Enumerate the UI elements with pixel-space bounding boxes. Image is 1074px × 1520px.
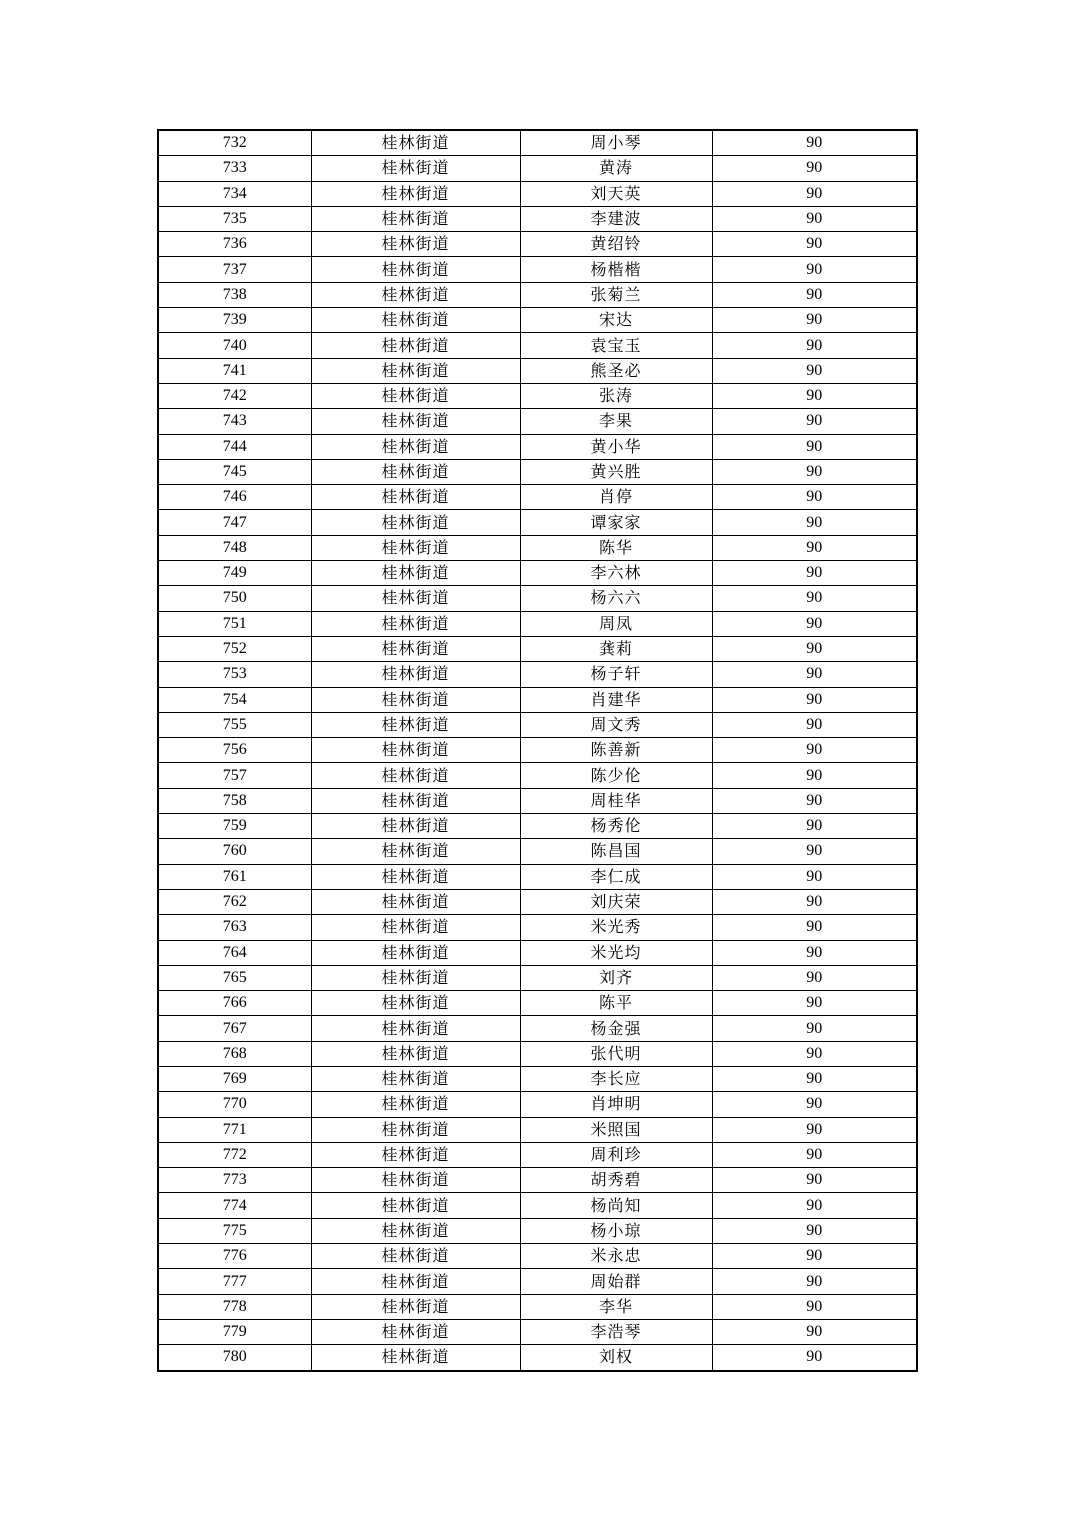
table-row — [158, 1142, 917, 1167]
score-cell: 90 — [712, 409, 917, 434]
street-cell: 桂林街道 — [311, 814, 520, 839]
row-number-cell: 741 — [158, 358, 311, 383]
score-cell: 90 — [712, 763, 917, 788]
table-row — [158, 535, 917, 560]
street-cell: 桂林街道 — [311, 636, 520, 661]
street-cell: 桂林街道 — [311, 1041, 520, 1066]
person-name-cell: 周桂华 — [520, 788, 712, 813]
table-row — [158, 1319, 917, 1344]
row-number-cell: 768 — [158, 1041, 311, 1066]
table-row — [158, 889, 917, 914]
street-cell: 桂林街道 — [311, 130, 520, 156]
row-number-cell: 767 — [158, 1016, 311, 1041]
row-number-cell: 738 — [158, 282, 311, 307]
row-number-cell: 775 — [158, 1218, 311, 1243]
street-cell: 桂林街道 — [311, 839, 520, 864]
score-cell: 90 — [712, 459, 917, 484]
score-cell: 90 — [712, 965, 917, 990]
street-cell: 桂林街道 — [311, 308, 520, 333]
table-row — [158, 333, 917, 358]
street-cell: 桂林街道 — [311, 333, 520, 358]
person-name-cell: 龚莉 — [520, 636, 712, 661]
person-name-cell: 周始群 — [520, 1269, 712, 1294]
table-row — [158, 1193, 917, 1218]
street-cell: 桂林街道 — [311, 1244, 520, 1269]
person-name-cell: 张代明 — [520, 1041, 712, 1066]
table-row — [158, 1345, 917, 1371]
person-name-cell: 刘权 — [520, 1345, 712, 1371]
table-row — [158, 1168, 917, 1193]
street-cell: 桂林街道 — [311, 611, 520, 636]
street-cell: 桂林街道 — [311, 712, 520, 737]
row-number-cell: 751 — [158, 611, 311, 636]
person-name-cell: 刘庆荣 — [520, 889, 712, 914]
table-row — [158, 1041, 917, 1066]
table-row — [158, 915, 917, 940]
table-row — [158, 662, 917, 687]
row-number-cell: 766 — [158, 991, 311, 1016]
score-cell: 90 — [712, 687, 917, 712]
table-row — [158, 687, 917, 712]
street-cell: 桂林街道 — [311, 864, 520, 889]
row-number-cell: 742 — [158, 383, 311, 408]
score-cell: 90 — [712, 358, 917, 383]
person-name-cell: 黄涛 — [520, 156, 712, 181]
person-name-cell: 李浩琴 — [520, 1319, 712, 1344]
table-row — [158, 738, 917, 763]
row-number-cell: 780 — [158, 1345, 311, 1371]
row-number-cell: 746 — [158, 485, 311, 510]
score-cell: 90 — [712, 636, 917, 661]
person-name-cell: 米光秀 — [520, 915, 712, 940]
row-number-cell: 760 — [158, 839, 311, 864]
roster-table — [157, 129, 918, 1372]
street-cell: 桂林街道 — [311, 965, 520, 990]
score-cell: 90 — [712, 991, 917, 1016]
street-cell: 桂林街道 — [311, 181, 520, 206]
street-cell: 桂林街道 — [311, 915, 520, 940]
score-cell: 90 — [712, 156, 917, 181]
person-name-cell: 李长应 — [520, 1066, 712, 1091]
person-name-cell: 李建波 — [520, 206, 712, 231]
street-cell: 桂林街道 — [311, 1319, 520, 1344]
row-number-cell: 744 — [158, 434, 311, 459]
table-row — [158, 586, 917, 611]
roster-body — [158, 130, 917, 1371]
row-number-cell: 773 — [158, 1168, 311, 1193]
row-number-cell: 732 — [158, 130, 311, 156]
street-cell: 桂林街道 — [311, 1092, 520, 1117]
table-row — [158, 636, 917, 661]
row-number-cell: 774 — [158, 1193, 311, 1218]
street-cell: 桂林街道 — [311, 662, 520, 687]
score-cell: 90 — [712, 1319, 917, 1344]
person-name-cell: 张菊兰 — [520, 282, 712, 307]
score-cell: 90 — [712, 864, 917, 889]
score-cell: 90 — [712, 915, 917, 940]
table-row — [158, 788, 917, 813]
person-name-cell: 杨秀伦 — [520, 814, 712, 839]
table-row — [158, 940, 917, 965]
person-name-cell: 肖停 — [520, 485, 712, 510]
score-cell: 90 — [712, 232, 917, 257]
row-number-cell: 770 — [158, 1092, 311, 1117]
person-name-cell: 陈昌国 — [520, 839, 712, 864]
score-cell: 90 — [712, 130, 917, 156]
person-name-cell: 杨尚知 — [520, 1193, 712, 1218]
score-cell: 90 — [712, 1168, 917, 1193]
person-name-cell: 周小琴 — [520, 130, 712, 156]
table-row — [158, 232, 917, 257]
street-cell: 桂林街道 — [311, 434, 520, 459]
row-number-cell: 748 — [158, 535, 311, 560]
street-cell: 桂林街道 — [311, 1294, 520, 1319]
street-cell: 桂林街道 — [311, 358, 520, 383]
row-number-cell: 777 — [158, 1269, 311, 1294]
person-name-cell: 周利珍 — [520, 1142, 712, 1167]
score-cell: 90 — [712, 1066, 917, 1091]
street-cell: 桂林街道 — [311, 1269, 520, 1294]
row-number-cell: 749 — [158, 561, 311, 586]
row-number-cell: 772 — [158, 1142, 311, 1167]
person-name-cell: 杨子轩 — [520, 662, 712, 687]
score-cell: 90 — [712, 1117, 917, 1142]
person-name-cell: 刘齐 — [520, 965, 712, 990]
score-cell: 90 — [712, 1294, 917, 1319]
table-row — [158, 839, 917, 864]
street-cell: 桂林街道 — [311, 889, 520, 914]
street-cell: 桂林街道 — [311, 510, 520, 535]
table-row — [158, 308, 917, 333]
table-row — [158, 282, 917, 307]
table-row — [158, 1066, 917, 1091]
score-cell: 90 — [712, 257, 917, 282]
row-number-cell: 747 — [158, 510, 311, 535]
score-cell: 90 — [712, 1142, 917, 1167]
score-cell: 90 — [712, 333, 917, 358]
street-cell: 桂林街道 — [311, 1218, 520, 1243]
row-number-cell: 757 — [158, 763, 311, 788]
person-name-cell: 黄绍铃 — [520, 232, 712, 257]
row-number-cell: 734 — [158, 181, 311, 206]
row-number-cell: 765 — [158, 965, 311, 990]
row-number-cell: 769 — [158, 1066, 311, 1091]
person-name-cell: 李仁成 — [520, 864, 712, 889]
person-name-cell: 杨金强 — [520, 1016, 712, 1041]
street-cell: 桂林街道 — [311, 991, 520, 1016]
score-cell: 90 — [712, 586, 917, 611]
street-cell: 桂林街道 — [311, 1117, 520, 1142]
row-number-cell: 737 — [158, 257, 311, 282]
score-cell: 90 — [712, 738, 917, 763]
row-number-cell: 761 — [158, 864, 311, 889]
score-cell: 90 — [712, 1092, 917, 1117]
street-cell: 桂林街道 — [311, 687, 520, 712]
table-row — [158, 611, 917, 636]
row-number-cell: 764 — [158, 940, 311, 965]
street-cell: 桂林街道 — [311, 586, 520, 611]
person-name-cell: 陈平 — [520, 991, 712, 1016]
score-cell: 90 — [712, 1218, 917, 1243]
score-cell: 90 — [712, 181, 917, 206]
person-name-cell: 胡秀碧 — [520, 1168, 712, 1193]
street-cell: 桂林街道 — [311, 485, 520, 510]
person-name-cell: 谭家家 — [520, 510, 712, 535]
person-name-cell: 熊圣必 — [520, 358, 712, 383]
score-cell: 90 — [712, 485, 917, 510]
person-name-cell: 李果 — [520, 409, 712, 434]
row-number-cell: 736 — [158, 232, 311, 257]
street-cell: 桂林街道 — [311, 1066, 520, 1091]
table-row — [158, 510, 917, 535]
person-name-cell: 米照国 — [520, 1117, 712, 1142]
table-row — [158, 358, 917, 383]
score-cell: 90 — [712, 434, 917, 459]
person-name-cell: 杨小琼 — [520, 1218, 712, 1243]
score-cell: 90 — [712, 1269, 917, 1294]
score-cell: 90 — [712, 1016, 917, 1041]
street-cell: 桂林街道 — [311, 788, 520, 813]
street-cell: 桂林街道 — [311, 1016, 520, 1041]
score-cell: 90 — [712, 611, 917, 636]
street-cell: 桂林街道 — [311, 1193, 520, 1218]
street-cell: 桂林街道 — [311, 940, 520, 965]
score-cell: 90 — [712, 662, 917, 687]
street-cell: 桂林街道 — [311, 257, 520, 282]
row-number-cell: 779 — [158, 1319, 311, 1344]
score-cell: 90 — [712, 535, 917, 560]
row-number-cell: 763 — [158, 915, 311, 940]
score-cell: 90 — [712, 1193, 917, 1218]
table-row — [158, 1244, 917, 1269]
table-row — [158, 206, 917, 231]
table-row — [158, 1016, 917, 1041]
score-cell: 90 — [712, 712, 917, 737]
row-number-cell: 759 — [158, 814, 311, 839]
person-name-cell: 陈善新 — [520, 738, 712, 763]
table-row — [158, 991, 917, 1016]
table-row — [158, 434, 917, 459]
street-cell: 桂林街道 — [311, 738, 520, 763]
table-row — [158, 965, 917, 990]
table-row — [158, 864, 917, 889]
street-cell: 桂林街道 — [311, 459, 520, 484]
score-cell: 90 — [712, 510, 917, 535]
person-name-cell: 黄小华 — [520, 434, 712, 459]
person-name-cell: 宋达 — [520, 308, 712, 333]
row-number-cell: 735 — [158, 206, 311, 231]
person-name-cell: 李六林 — [520, 561, 712, 586]
row-number-cell: 733 — [158, 156, 311, 181]
person-name-cell: 肖建华 — [520, 687, 712, 712]
row-number-cell: 745 — [158, 459, 311, 484]
street-cell: 桂林街道 — [311, 1142, 520, 1167]
row-number-cell: 753 — [158, 662, 311, 687]
person-name-cell: 黄兴胜 — [520, 459, 712, 484]
row-number-cell: 776 — [158, 1244, 311, 1269]
score-cell: 90 — [712, 1345, 917, 1371]
person-name-cell: 米光均 — [520, 940, 712, 965]
street-cell: 桂林街道 — [311, 561, 520, 586]
street-cell: 桂林街道 — [311, 282, 520, 307]
street-cell: 桂林街道 — [311, 232, 520, 257]
score-cell: 90 — [712, 383, 917, 408]
table-row — [158, 257, 917, 282]
table-row — [158, 1294, 917, 1319]
score-cell: 90 — [712, 814, 917, 839]
person-name-cell: 陈少伦 — [520, 763, 712, 788]
table-row — [158, 383, 917, 408]
score-cell: 90 — [712, 206, 917, 231]
street-cell: 桂林街道 — [311, 206, 520, 231]
row-number-cell: 771 — [158, 1117, 311, 1142]
table-row — [158, 1218, 917, 1243]
table-row — [158, 763, 917, 788]
table-row — [158, 1269, 917, 1294]
row-number-cell: 755 — [158, 712, 311, 737]
score-cell: 90 — [712, 940, 917, 965]
score-cell: 90 — [712, 561, 917, 586]
street-cell: 桂林街道 — [311, 383, 520, 408]
person-name-cell: 刘天英 — [520, 181, 712, 206]
person-name-cell: 杨六六 — [520, 586, 712, 611]
row-number-cell: 778 — [158, 1294, 311, 1319]
row-number-cell: 743 — [158, 409, 311, 434]
row-number-cell: 758 — [158, 788, 311, 813]
row-number-cell: 754 — [158, 687, 311, 712]
person-name-cell: 周凤 — [520, 611, 712, 636]
score-cell: 90 — [712, 839, 917, 864]
table-row — [158, 130, 917, 156]
row-number-cell: 756 — [158, 738, 311, 763]
person-name-cell: 肖坤明 — [520, 1092, 712, 1117]
table-row — [158, 561, 917, 586]
score-cell: 90 — [712, 889, 917, 914]
person-name-cell: 袁宝玉 — [520, 333, 712, 358]
row-number-cell: 740 — [158, 333, 311, 358]
street-cell: 桂林街道 — [311, 1345, 520, 1371]
street-cell: 桂林街道 — [311, 1168, 520, 1193]
table-row — [158, 814, 917, 839]
street-cell: 桂林街道 — [311, 409, 520, 434]
person-name-cell: 陈华 — [520, 535, 712, 560]
row-number-cell: 762 — [158, 889, 311, 914]
table-row — [158, 409, 917, 434]
person-name-cell: 杨楷楷 — [520, 257, 712, 282]
table-row — [158, 1092, 917, 1117]
score-cell: 90 — [712, 1244, 917, 1269]
street-cell: 桂林街道 — [311, 535, 520, 560]
score-cell: 90 — [712, 308, 917, 333]
row-number-cell: 739 — [158, 308, 311, 333]
row-number-cell: 750 — [158, 586, 311, 611]
score-cell: 90 — [712, 788, 917, 813]
table-row — [158, 459, 917, 484]
table-row — [158, 1117, 917, 1142]
street-cell: 桂林街道 — [311, 156, 520, 181]
person-name-cell: 李华 — [520, 1294, 712, 1319]
table-row — [158, 181, 917, 206]
row-number-cell: 752 — [158, 636, 311, 661]
person-name-cell: 张涛 — [520, 383, 712, 408]
table-row — [158, 712, 917, 737]
person-name-cell: 米永忠 — [520, 1244, 712, 1269]
score-cell: 90 — [712, 282, 917, 307]
score-cell: 90 — [712, 1041, 917, 1066]
person-name-cell: 周文秀 — [520, 712, 712, 737]
table-row — [158, 485, 917, 510]
table-row — [158, 156, 917, 181]
street-cell: 桂林街道 — [311, 763, 520, 788]
